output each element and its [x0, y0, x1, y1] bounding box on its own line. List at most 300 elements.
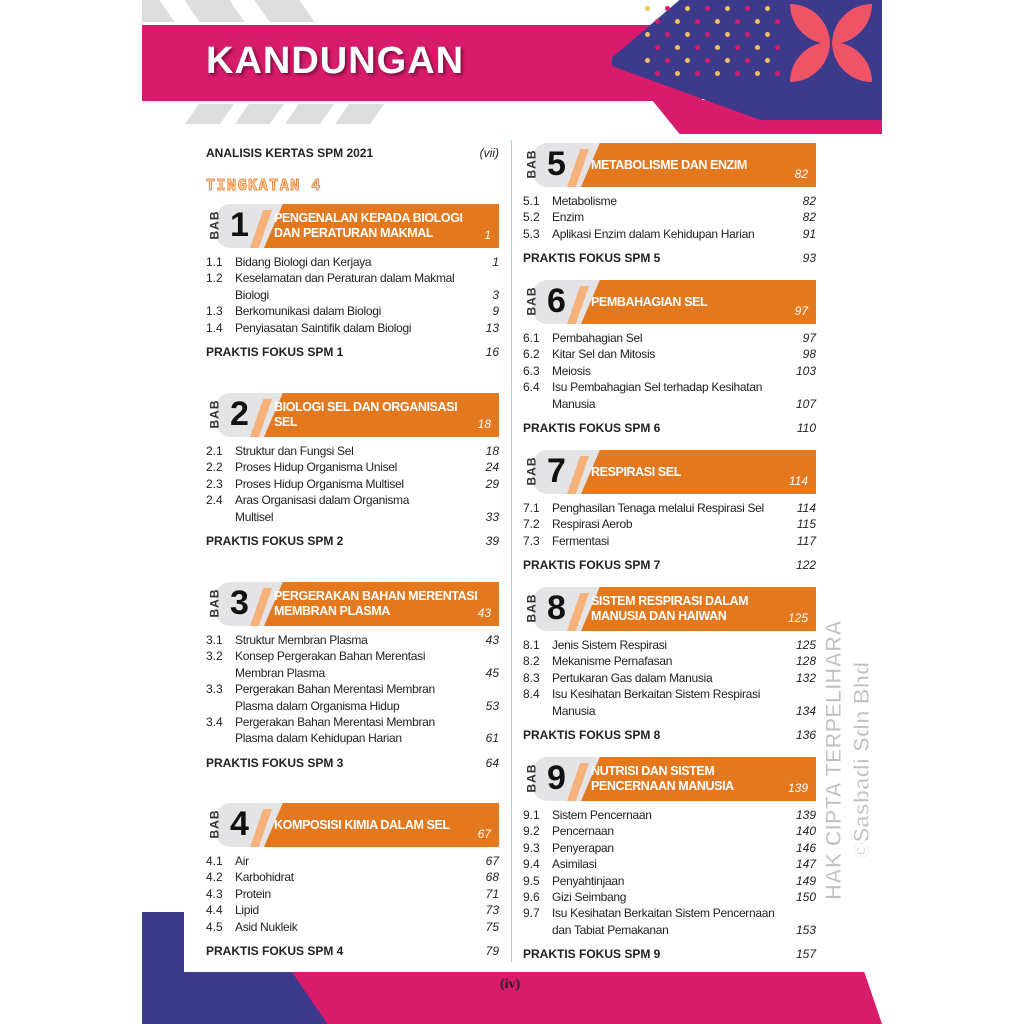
bab-label: BAB	[207, 399, 222, 429]
praktis-label: PRAKTIS FOKUS SPM 3	[206, 755, 344, 770]
chapter-2	[206, 393, 499, 548]
subtopic-list	[206, 254, 499, 336]
praktis-row[interactable]	[206, 944, 499, 958]
subtopic-item[interactable]	[206, 303, 499, 319]
chapter-number: 5	[547, 145, 566, 183]
chapter-title: PEMBAHAGIAN SEL	[591, 294, 708, 309]
decor-dot	[655, 71, 660, 76]
subtopic-title: Protein	[235, 886, 271, 901]
subtopic-item[interactable]	[523, 823, 816, 839]
decor-dot	[675, 45, 680, 50]
praktis-row[interactable]	[523, 728, 816, 742]
decor-stripe	[185, 104, 234, 124]
subtopic-number: 6.3	[523, 363, 540, 378]
chapter-header[interactable]	[523, 450, 816, 494]
chapter-8	[523, 587, 816, 742]
subtopic-title: Enzim	[552, 210, 584, 225]
chapter-page: 18	[477, 417, 491, 431]
decor-dot	[725, 6, 730, 11]
praktis-row[interactable]	[523, 947, 816, 961]
subtopic-number: 9.7	[523, 906, 540, 921]
subtopic-title: Struktur Membran Plasma	[235, 633, 368, 647]
chapter-title: PENGENALAN KEPADA BIOLOGI DAN PERATURAN MAKMAL	[274, 211, 463, 240]
decor-dot	[705, 6, 710, 11]
subtopic-page: 53	[485, 698, 499, 713]
decor-dot	[645, 6, 650, 11]
praktis-page: 93	[802, 251, 816, 266]
subtopic-page: 91	[802, 226, 816, 241]
subtopic-title: Respirasi Aerob	[552, 517, 633, 532]
subtopic-number: 3.2	[206, 649, 223, 664]
chapter-header[interactable]	[523, 280, 816, 324]
chapter-3	[206, 582, 499, 770]
subtopic-page: 1	[492, 255, 499, 269]
chapter-number: 1	[230, 206, 249, 244]
decor-dot	[755, 45, 760, 50]
subtopic-item[interactable]	[523, 670, 816, 686]
chapter-header[interactable]	[206, 204, 499, 248]
decor-stripe	[254, 0, 314, 22]
praktis-page: 79	[485, 944, 499, 959]
subtopic-list	[206, 443, 499, 525]
praktis-row[interactable]	[523, 421, 816, 435]
subtopic-page: 82	[802, 194, 816, 208]
subtopic-list	[523, 193, 816, 242]
chapter-number: 6	[547, 282, 566, 320]
subtopic-item[interactable]	[523, 637, 816, 653]
praktis-page: 157	[795, 947, 816, 962]
subtopic-title: Penyerapan	[552, 840, 614, 855]
bab-label: BAB	[207, 210, 222, 240]
subtopic-page: 68	[485, 870, 499, 885]
subtopic-page: 150	[795, 890, 816, 905]
subtopic-item[interactable]	[206, 919, 499, 935]
chapter-page: 1	[484, 228, 491, 242]
subtopic-item[interactable]	[523, 686, 816, 719]
subtopic-list	[206, 853, 499, 935]
praktis-label: PRAKTIS FOKUS SPM 7	[523, 558, 661, 573]
decor-stripe	[335, 104, 384, 124]
decor-dot	[755, 19, 760, 24]
bab-label: BAB	[524, 286, 539, 316]
subtopic-page: 29	[485, 476, 499, 491]
subtopic-number: 2.2	[206, 460, 223, 475]
subtopic-page: 147	[795, 857, 816, 872]
subtopic-title: Penghasilan Tenaga melalui Respirasi Sel	[552, 501, 764, 515]
subtopic-item[interactable]	[206, 459, 499, 475]
decor-dot	[745, 32, 750, 37]
bab-label: BAB	[207, 809, 222, 839]
subtopic-number: 7.3	[523, 533, 540, 548]
subtopic-page: 18	[485, 444, 499, 458]
chapter-number: 2	[230, 395, 249, 433]
subtopic-number: 9.4	[523, 857, 540, 872]
subtopic-title: Keselamatan dan Peraturan dalam Makmal Biologi	[235, 271, 455, 302]
decor-dot	[765, 58, 770, 63]
subtopic-title: Mekanisme Pernafasan	[552, 654, 673, 669]
subtopic-item[interactable]	[523, 379, 816, 412]
subtopic-page: 75	[485, 919, 499, 934]
praktis-label: PRAKTIS FOKUS SPM 2	[206, 534, 344, 549]
subtopic-number: 4.4	[206, 903, 223, 918]
decor-dot	[655, 19, 660, 24]
decor-dot	[735, 19, 740, 24]
decor-dot	[715, 45, 720, 50]
chapter-title: KOMPOSISI KIMIA DALAM SEL	[274, 817, 450, 832]
subtopic-item[interactable]	[523, 873, 816, 889]
bab-label: BAB	[524, 149, 539, 179]
decor-dot	[715, 71, 720, 76]
subtopic-item[interactable]	[206, 443, 499, 459]
bab-label: BAB	[207, 588, 222, 618]
praktis-row[interactable]	[523, 251, 816, 265]
subtopic-title: Isu Kesihatan Berkaitan Sistem Respirasi Manusia	[552, 687, 761, 718]
praktis-row[interactable]	[206, 534, 499, 548]
decor-dot	[745, 58, 750, 63]
chapter-title: SISTEM RESPIRASI DALAM MANUSIA DAN HAIWAN	[591, 594, 749, 623]
page-title: KANDUNGAN	[206, 40, 465, 82]
decor-dot	[685, 32, 690, 37]
subtopic-item[interactable]	[206, 853, 499, 869]
chapter-page: 97	[794, 304, 808, 318]
subtopic-page: 117	[796, 533, 816, 548]
chapter-title: METABOLISME DAN ENZIM	[591, 157, 747, 172]
subtopic-item[interactable]	[206, 886, 499, 902]
subtopic-page: 125	[795, 638, 816, 652]
subtopic-page: 61	[485, 731, 499, 746]
chapter-page: 125	[787, 611, 808, 625]
subtopic-number: 7.1	[523, 501, 540, 515]
contents-page	[142, 0, 882, 1024]
subtopic-number: 1.1	[206, 255, 223, 269]
subtopic-page: 43	[485, 633, 499, 647]
praktis-label: PRAKTIS FOKUS SPM 5	[523, 251, 661, 266]
subtopic-number: 3.4	[206, 715, 223, 730]
decor-dot	[765, 32, 770, 37]
subtopic-page: 139	[795, 808, 816, 822]
subtopic-page: 9	[492, 304, 499, 319]
chapter-header[interactable]	[523, 757, 816, 801]
chapter-4	[206, 803, 499, 958]
subtopic-item[interactable]	[206, 902, 499, 918]
chapter-6	[523, 280, 816, 435]
chapter-header[interactable]	[206, 803, 499, 847]
decor-dot	[775, 71, 780, 76]
decor-stripe	[235, 104, 284, 124]
subtopic-page: 128	[795, 654, 816, 669]
watermark-line: HAK CIPTA TERPELIHARA	[821, 620, 846, 900]
subtopic-page: 134	[795, 703, 816, 718]
analisis-label: ANALISIS KERTAS SPM 2021	[206, 146, 374, 160]
chapter-5	[523, 143, 816, 265]
subtopic-page: 146	[795, 840, 816, 855]
decor-dot	[675, 19, 680, 24]
decor-dot	[645, 32, 650, 37]
decor-dot	[655, 45, 660, 50]
subtopic-number: 6.2	[523, 347, 540, 362]
subtopic-number: 4.2	[206, 870, 223, 885]
subtopic-title: Pergerakan Bahan Merentasi Membran Plasma dalam Kehidupan Harian	[235, 715, 435, 746]
subtopic-item[interactable]	[523, 905, 816, 938]
chapter-header[interactable]	[206, 582, 499, 626]
decor-dot	[685, 58, 690, 63]
subtopic-number: 9.3	[523, 840, 540, 855]
decor-dot	[745, 6, 750, 11]
decor-stripe	[142, 0, 175, 22]
subtopic-page: 97	[802, 331, 816, 345]
bab-label: BAB	[524, 456, 539, 486]
praktis-row[interactable]	[206, 345, 499, 359]
subtopic-number: 8.3	[523, 670, 540, 685]
chapter-page: 82	[794, 167, 808, 181]
subtopic-number: 8.2	[523, 654, 540, 669]
praktis-label: PRAKTIS FOKUS SPM 1	[206, 345, 344, 360]
subtopic-item[interactable]	[523, 363, 816, 379]
chapter-header[interactable]	[206, 393, 499, 437]
subtopic-title: Air	[235, 854, 249, 868]
subtopic-item[interactable]	[206, 632, 499, 648]
subtopic-title: Konsep Pergerakan Bahan Merentasi Membran Plasma	[235, 649, 426, 680]
praktis-label: PRAKTIS FOKUS SPM 9	[523, 947, 661, 962]
subtopic-page: 98	[802, 347, 816, 362]
decor-dot	[735, 71, 740, 76]
copyright-watermark	[820, 620, 876, 900]
subtopic-number: 1.4	[206, 320, 223, 335]
subtopic-number: 2.4	[206, 493, 223, 508]
praktis-page: 122	[795, 558, 816, 573]
watermark-line: ©Sasbadi Sdn Bhd	[849, 661, 874, 859]
subtopic-item[interactable]	[523, 500, 816, 516]
decor-dot	[705, 58, 710, 63]
subtopic-title: Bidang Biologi dan Kerjaya	[235, 255, 372, 269]
decor-pink-footer	[292, 972, 882, 1024]
subtopic-item[interactable]	[523, 840, 816, 856]
subtopic-page: 73	[485, 903, 499, 918]
subtopic-item[interactable]	[523, 193, 816, 209]
subtopic-number: 6.1	[523, 331, 540, 345]
subtopic-item[interactable]	[206, 476, 499, 492]
decor-dot	[735, 45, 740, 50]
decor-dot	[715, 19, 720, 24]
subtopic-item[interactable]	[523, 533, 816, 549]
chapter-page: 114	[788, 474, 808, 488]
subtopic-list	[206, 632, 499, 747]
chapter-title: RESPIRASI SEL	[591, 464, 681, 479]
subtopic-title: Lipid	[235, 903, 259, 918]
decor-dot	[775, 45, 780, 50]
subtopic-number: 4.1	[206, 854, 223, 868]
chapter-7	[523, 450, 816, 572]
subtopic-title: Berkomunikasi dalam Biologi	[235, 304, 381, 319]
subtopic-number: 3.3	[206, 682, 223, 697]
subtopic-title: Pergerakan Bahan Merentasi Membran Plasma dalam Organisma Hidup	[235, 682, 435, 713]
subtopic-item[interactable]	[206, 254, 499, 270]
praktis-row[interactable]	[206, 756, 499, 770]
subtopic-page: 71	[485, 886, 499, 901]
chapter-page: 139	[787, 781, 808, 795]
subtopic-title: Meiosis	[552, 363, 591, 378]
chapter-number: 8	[547, 589, 566, 627]
subtopic-item[interactable]	[523, 516, 816, 532]
subtopic-item[interactable]	[206, 681, 499, 714]
subtopic-title: Asimilasi	[552, 857, 597, 872]
subtopic-title: Penyahtinjaan	[552, 873, 625, 888]
praktis-page: 136	[795, 728, 816, 743]
subtopic-page: 3	[492, 287, 499, 302]
subtopic-list	[523, 807, 816, 938]
subtopic-item[interactable]	[206, 714, 499, 747]
subtopic-item[interactable]	[523, 330, 816, 346]
praktis-row[interactable]	[523, 558, 816, 572]
praktis-label: PRAKTIS FOKUS SPM 4	[206, 944, 344, 959]
decor-dot	[725, 32, 730, 37]
chapter-page: 67	[477, 827, 491, 841]
decor-dot	[685, 6, 690, 11]
subtopic-number: 9.1	[523, 808, 540, 822]
decor-dot	[665, 58, 670, 63]
subtopic-title: Pembahagian Sel	[552, 331, 643, 345]
subtopic-title: Fermentasi	[552, 533, 610, 548]
subtopic-page: 45	[485, 665, 499, 680]
subtopic-title: Pencernaan	[552, 824, 614, 839]
subtopic-item[interactable]	[523, 889, 816, 905]
praktis-page: 39	[485, 534, 499, 549]
subtopic-title: Proses Hidup Organisma Unisel	[235, 460, 398, 475]
decor-dot	[755, 71, 760, 76]
subtopic-title: Asid Nukleik	[235, 919, 298, 934]
subtopic-number: 8.1	[523, 638, 540, 652]
decor-dot	[695, 45, 700, 50]
praktis-page: 110	[796, 421, 816, 436]
subtopic-number: 1.2	[206, 271, 223, 286]
section-heading: TINGKATAN 4	[206, 176, 322, 194]
chapter-number: 7	[547, 452, 566, 490]
chapter-number: 9	[547, 759, 566, 797]
decor-dot	[695, 71, 700, 76]
subtopic-item[interactable]	[206, 869, 499, 885]
subtopic-item[interactable]	[206, 270, 499, 303]
chapter-page: 43	[477, 606, 491, 620]
subtopic-number: 2.3	[206, 476, 223, 491]
subtopic-page: 140	[795, 824, 816, 839]
bab-label: BAB	[524, 593, 539, 623]
subtopic-title: Isu Pembahagian Sel terhadap Kesihatan Manusia	[552, 380, 763, 411]
subtopic-item[interactable]	[523, 653, 816, 669]
subtopic-title: Karbohidrat	[235, 870, 294, 885]
decor-dot	[665, 32, 670, 37]
subtopic-title: Aras Organisasi dalam Organisma Multisel	[235, 493, 410, 524]
chapter-1	[206, 204, 499, 359]
subtopic-item[interactable]	[523, 856, 816, 872]
decor-dot	[665, 6, 670, 11]
subtopic-number: 2.1	[206, 444, 223, 458]
subtopic-title: Kitar Sel dan Mitosis	[552, 347, 656, 362]
subtopic-title: Struktur dan Fungsi Sel	[235, 444, 354, 458]
decor-dot	[705, 32, 710, 37]
chapter-title: NUTRISI DAN SISTEM PENCERNAAN MANUSIA	[591, 764, 734, 793]
decor-dot	[645, 58, 650, 63]
decor-dot	[775, 19, 780, 24]
chapter-title: PERGERAKAN BAHAN MERENTASI MEMBRAN PLASMA	[274, 589, 478, 618]
subtopic-page: 115	[796, 517, 816, 532]
decor-dot	[725, 58, 730, 63]
subtopic-number: 6.4	[523, 380, 540, 395]
subtopic-page: 132	[795, 670, 816, 685]
subtopic-title: Gizi Seimbang	[552, 890, 627, 905]
subtopic-page: 103	[795, 363, 816, 378]
subtopic-title: Pertukaran Gas dalam Manusia	[552, 670, 713, 685]
subtopic-number: 7.2	[523, 517, 540, 532]
chapter-header[interactable]	[523, 587, 816, 631]
decor-dot	[765, 6, 770, 11]
subtopic-page: 13	[485, 320, 499, 335]
praktis-page: 64	[485, 755, 499, 770]
subtopic-title: Jenis Sistem Respirasi	[552, 638, 667, 652]
subtopic-list	[523, 637, 816, 719]
chapter-number: 3	[230, 584, 249, 622]
subtopic-number: 4.3	[206, 886, 223, 901]
subtopic-page: 33	[485, 509, 499, 524]
subtopic-page: 67	[485, 854, 499, 868]
subtopic-number: 5.2	[523, 210, 540, 225]
analisis-page: (vii)	[479, 146, 499, 160]
subtopic-page: 149	[795, 873, 816, 888]
decor-stripe	[285, 104, 334, 124]
subtopic-list	[523, 500, 816, 549]
subtopic-title: Isu Kesihatan Berkaitan Sistem Pencernaan dan Tabiat Pemakanan	[552, 906, 775, 937]
praktis-label: PRAKTIS FOKUS SPM 6	[523, 421, 661, 436]
chapter-9	[523, 757, 816, 961]
chapter-number: 4	[230, 805, 249, 843]
subtopic-number: 3.1	[206, 633, 223, 647]
subtopic-item[interactable]	[206, 492, 499, 525]
chapter-title: BIOLOGI SEL DAN ORGANISASI SEL	[274, 400, 458, 429]
subtopic-page: 107	[795, 396, 816, 411]
subtopic-item[interactable]	[206, 320, 499, 336]
subtopic-item[interactable]	[206, 648, 499, 681]
subtopic-title: Metabolisme	[552, 194, 617, 208]
analisis-row[interactable]	[206, 146, 499, 160]
subtopic-list	[523, 330, 816, 412]
chapter-header[interactable]	[523, 143, 816, 187]
subtopic-title: Penyiasatan Saintifik dalam Biologi	[235, 320, 412, 335]
praktis-label: PRAKTIS FOKUS SPM 8	[523, 728, 661, 743]
subtopic-page: 114	[796, 501, 816, 515]
praktis-page: 16	[485, 345, 499, 360]
subtopic-number: 8.4	[523, 687, 540, 702]
subtopic-number: 5.1	[523, 194, 540, 208]
subtopic-item[interactable]	[523, 346, 816, 362]
subtopic-title: Proses Hidup Organisma Multisel	[235, 476, 404, 491]
decor-stripe	[184, 0, 244, 22]
subtopic-page: 82	[802, 210, 816, 225]
subtopic-number: 1.3	[206, 304, 223, 319]
subtopic-page: 153	[795, 922, 816, 937]
subtopic-number: 9.5	[523, 873, 540, 888]
column-divider	[511, 140, 512, 962]
subtopic-number: 9.6	[523, 890, 540, 905]
decor-dot	[695, 19, 700, 24]
subtopic-item[interactable]	[523, 209, 816, 225]
subtopic-item[interactable]	[523, 226, 816, 242]
bab-label: BAB	[524, 763, 539, 793]
subtopic-number: 9.2	[523, 824, 540, 839]
page-number: (iv)	[500, 977, 521, 992]
subtopic-number: 4.5	[206, 919, 223, 934]
subtopic-title: Aplikasi Enzim dalam Kehidupan Harian	[552, 226, 755, 241]
subtopic-item[interactable]	[523, 807, 816, 823]
subtopic-page: 24	[485, 460, 499, 475]
